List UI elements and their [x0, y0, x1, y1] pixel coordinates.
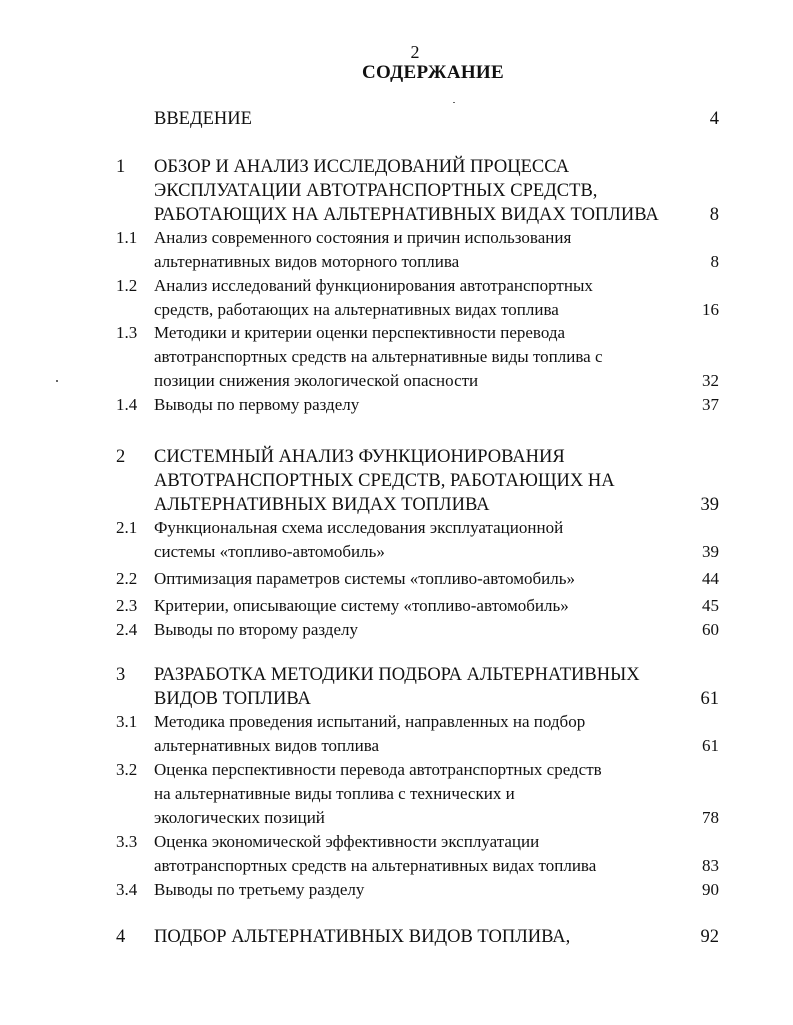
section-title-line: АВТОТРАНСПОРТНЫХ СРЕДСТВ, РАБОТАЮЩИХ НА	[154, 471, 615, 491]
toc-line	[0, 854, 793, 878]
section-title-line: ВВЕДЕНИЕ	[154, 109, 252, 129]
toc-line	[0, 758, 793, 782]
toc-line	[0, 687, 793, 711]
toc-line	[0, 540, 793, 564]
section-title-line: ВИДОВ ТОПЛИВА	[154, 689, 311, 709]
toc-line	[0, 469, 793, 493]
section-page-number: 8	[710, 252, 719, 271]
section-title-line: Анализ современного состояния и причин использования	[154, 228, 572, 247]
toc-line	[0, 516, 793, 540]
toc-line	[0, 250, 793, 274]
section-title-line: ПОДБОР АЛЬТЕРНАТИВНЫХ ВИДОВ ТОПЛИВА,	[154, 927, 571, 947]
section-title-line: ЭКСПЛУАТАЦИИ АВТОТРАНСПОРТНЫХ СРЕДСТВ,	[154, 181, 598, 201]
toc-line	[0, 710, 793, 734]
toc-line	[0, 567, 793, 591]
section-title-line: автотранспортных средств на альтернативных видах топлива	[154, 856, 597, 875]
section-title-line: Функциональная схема исследования эксплуатационной	[154, 518, 564, 537]
section-title-line: АЛЬТЕРНАТИВНЫХ ВИДАХ ТОПЛИВА	[154, 495, 490, 515]
section-title-line: Оценка перспективности перевода автотранспортных средств	[154, 760, 602, 779]
section-title-line: Методики и критерии оценки перспективности перевода	[154, 323, 566, 342]
section-title-line: средств, работающих на альтернативных видах топлива	[154, 300, 559, 319]
toc-line	[0, 107, 793, 131]
section-page-number: 8	[709, 205, 719, 225]
section-page-number: 39	[700, 495, 719, 515]
section-title-line: Выводы по второму разделу	[154, 620, 358, 639]
toc-line	[0, 618, 793, 642]
section-number: 1.4	[116, 395, 138, 414]
section-number: 3.3	[116, 832, 138, 851]
page-title: СОДЕРЖАНИЕ	[362, 62, 504, 83]
section-title-line: на альтернативные виды топлива с технических и	[154, 784, 515, 803]
toc-line	[0, 393, 793, 417]
section-number: 2	[116, 447, 126, 467]
toc-line	[0, 179, 793, 203]
toc-line	[0, 806, 793, 830]
section-title-line: СИСТЕМНЫЙ АНАЛИЗ ФУНКЦИОНИРОВАНИЯ	[154, 447, 565, 467]
section-title-line: РАЗРАБОТКА МЕТОДИКИ ПОДБОРА АЛЬТЕРНАТИВНЫХ	[154, 665, 640, 685]
section-page-number: 61	[700, 689, 719, 709]
section-title-line: позиции снижения экологической опасности	[154, 371, 479, 390]
section-page-number: 4	[709, 109, 719, 129]
section-title-line: альтернативных видов топлива	[154, 736, 380, 755]
toc-line	[0, 663, 793, 687]
section-page-number: 44	[702, 569, 719, 588]
toc-line	[0, 155, 793, 179]
section-title-line: Оценка экономической эффективности эксплуатации	[154, 832, 540, 851]
section-title-line: системы «топливо-автомобиль»	[154, 542, 385, 561]
section-page-number: 37	[702, 395, 719, 414]
toc-line	[0, 925, 793, 949]
section-title-line: Выводы по первому разделу	[154, 395, 360, 414]
toc-line	[0, 734, 793, 758]
toc-line	[0, 203, 793, 227]
toc-line	[0, 493, 793, 517]
scan-mark	[453, 102, 455, 103]
section-number: 2.3	[116, 596, 138, 615]
section-title-line: Критерии, описывающие систему «топливо-автомобиль»	[154, 596, 569, 615]
section-number: 3.2	[116, 760, 138, 779]
section-page-number: 39	[702, 542, 719, 561]
toc-line	[0, 345, 793, 369]
toc-line	[0, 274, 793, 298]
toc-line	[0, 445, 793, 469]
section-title-line: Оптимизация параметров системы «топливо-автомобиль»	[154, 569, 576, 588]
page-number: 2	[410, 42, 420, 62]
section-page-number: 83	[702, 856, 719, 875]
section-number: 2.4	[116, 620, 138, 639]
toc-line	[0, 298, 793, 322]
section-title-line: экологических позиций	[154, 808, 325, 827]
scan-mark	[56, 380, 58, 382]
section-page-number: 32	[702, 371, 719, 390]
section-title-line: РАБОТАЮЩИХ НА АЛЬТЕРНАТИВНЫХ ВИДАХ ТОПЛИВА	[154, 205, 659, 225]
section-title-line: автотранспортных средств на альтернативные виды топлива с	[154, 347, 603, 366]
section-number: 3	[116, 665, 126, 685]
section-number: 3.1	[116, 712, 138, 731]
section-page-number: 78	[702, 808, 719, 827]
section-number: 3.4	[116, 880, 138, 899]
section-number: 2.2	[116, 569, 138, 588]
section-page-number: 61	[702, 736, 719, 755]
section-page-number: 45	[702, 596, 719, 615]
section-page-number: 90	[702, 880, 719, 899]
toc-line	[0, 830, 793, 854]
section-number: 1.2	[116, 276, 138, 295]
section-title-line: альтернативных видов моторного топлива	[154, 252, 460, 271]
section-title-line: Анализ исследований функционирования автотранспортных	[154, 276, 593, 295]
section-number: 1.3	[116, 323, 138, 342]
section-page-number: 16	[702, 300, 719, 319]
toc-line	[0, 782, 793, 806]
section-number: 4	[116, 927, 126, 947]
section-number: 1	[116, 157, 126, 177]
toc-line	[0, 369, 793, 393]
section-page-number: 60	[702, 620, 719, 639]
toc-line	[0, 226, 793, 250]
toc-line	[0, 594, 793, 618]
toc-line	[0, 878, 793, 902]
section-title-line: Выводы по третьему разделу	[154, 880, 365, 899]
section-number: 2.1	[116, 518, 138, 537]
section-page-number: 92	[700, 927, 719, 947]
section-number: 1.1	[116, 228, 138, 247]
section-title-line: Методика проведения испытаний, направленных на подбор	[154, 712, 586, 731]
section-title-line: ОБЗОР И АНАЛИЗ ИССЛЕДОВАНИЙ ПРОЦЕССА	[154, 157, 570, 177]
toc-line	[0, 321, 793, 345]
